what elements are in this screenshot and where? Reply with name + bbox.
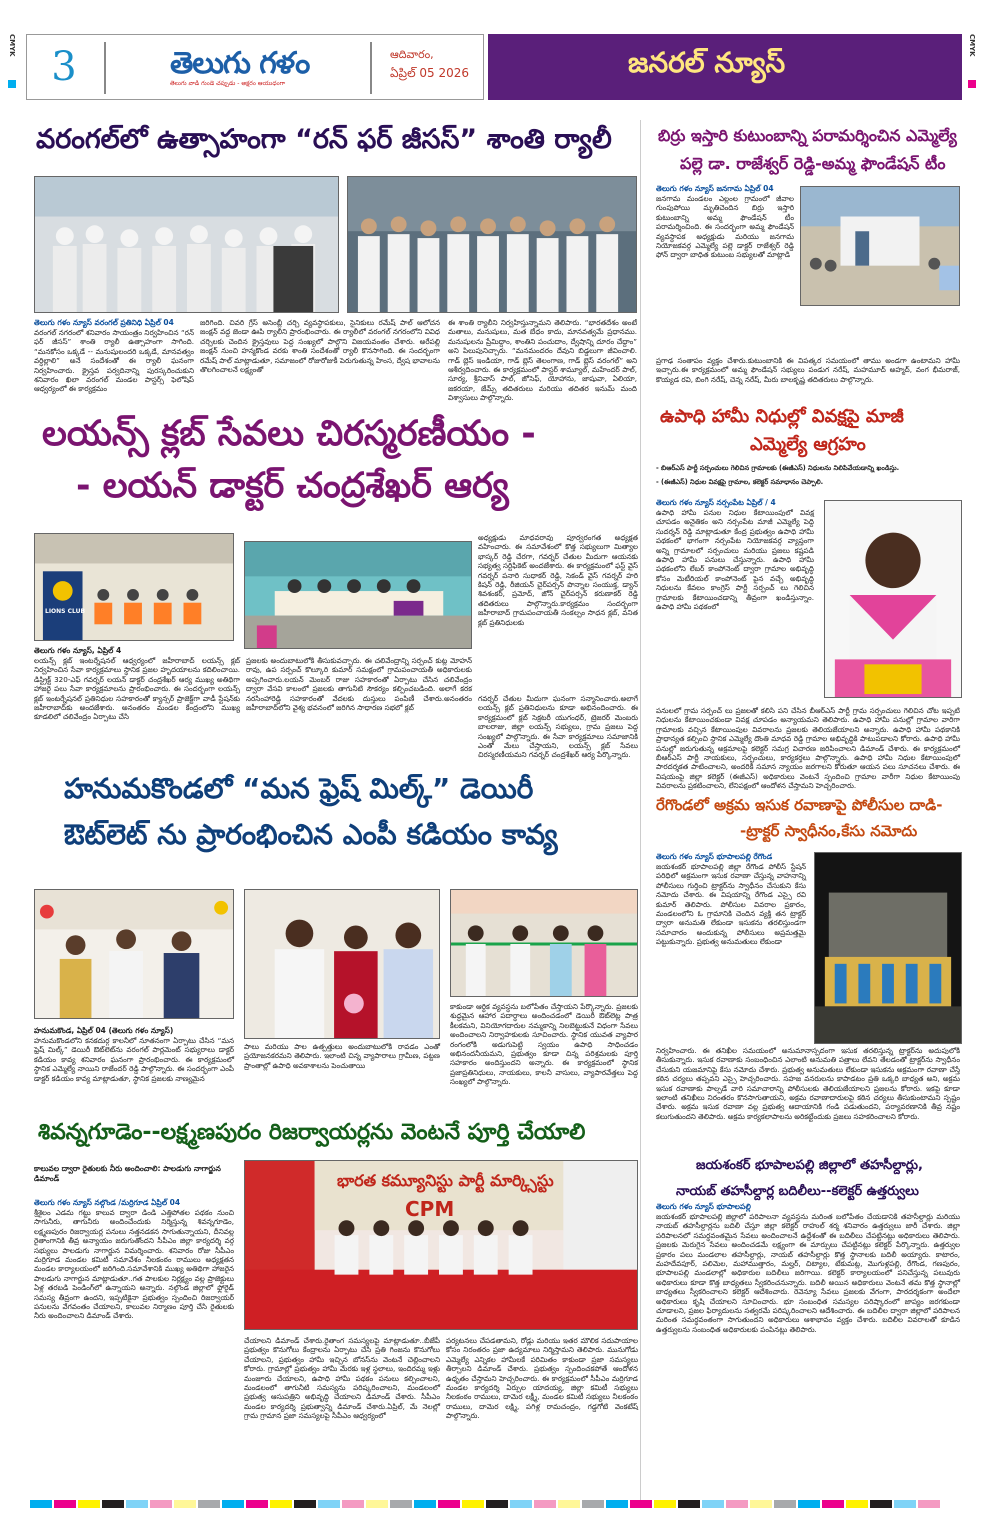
upadhi-dateline: తెలుగు గళం న్యూస్ నర్సంపేట ఏప్రిల్ / 4 bbox=[656, 498, 776, 507]
color-swatch bbox=[702, 1500, 724, 1508]
color-swatch bbox=[366, 1500, 388, 1508]
color-swatch bbox=[390, 1500, 412, 1508]
logo-text: తెలుగు గళం bbox=[170, 46, 310, 81]
color-swatch bbox=[630, 1500, 652, 1508]
color-swatch bbox=[510, 1500, 532, 1508]
milk-dateline: హనుమకొండ, ఏప్రిల్ 04 (తెలుగు గళం న్యూస్) bbox=[34, 1026, 174, 1035]
date-label: ఏప్రిల్ 05 2026 bbox=[390, 66, 470, 80]
color-swatch bbox=[222, 1500, 244, 1508]
rally-body-col2: జరిగింది. చివరి గ్రేస్ అసెంబ్లీ చర్చి వ్యవస్థాపకులు, సైనికులు రమేష్ పాల్ ఆలోచన జంక్షన్ వద్ద జెండా ఊపి ర్యాలీని ప్రారంభించారు. ఈ ర్యాలీలో వరంగల్ నగరంలోని వివిధ చర్చిలకు చెందిన క్రైస్తవులు పెద్ద సంఖ్యలో పాల్గొని విజయవంతం చేశారు. అరేపల్లి జంక్షన్ నుంచి హన్మకొండ వరకు శాంతి సందేశంతో ర్యాలీ కొనసాగింది. ఈ సందర్భంగా రమేష్ పాల్ మాట్లాడుతూ, సమాజంలో రోజురోజుకీ పెరుగుతున్న హింస, ద్వేష భావాలను తొలగించాలనే లక్ష్యంతో bbox=[200, 318, 440, 375]
milk-body-col3: కాకుండా ఆర్థిక వ్యవస్థను బలోపేతం చేస్తాయని పేర్కొన్నారు. ప్రజలకు శుద్ధమైన ఆహార పదార్థాలు అందించడంలో డెయిరీ ఔట్‌లెట్ల పాత్ర కీలకమని, వినియోగదారుల నమ్మకాన్ని నిలబెట్టుకునే విధంగా సేవలు అందించాలని నిర్వాహకులకు సూచించారు. స్థానిక యువత వ్యాపార రంగంలోకి అడుగుపెట్టి స్వయం ఉపాధి సాధించడం అభినందనీయమని, ప్రభుత్వం కూడా చిన్న పరిశ్రమలకు పూర్తి సహకారం అందిస్తుందని అన్నారు. ఈ కార్యక్రమంలో స్థానిక ప్రజాప్రతినిధులు, నాయకులు, కాలనీ వాసులు, వ్యాపారవేత్తలు పెద్ద సంఖ్యలో పాల్గొన్నారు. bbox=[450, 1002, 638, 1087]
color-swatch bbox=[246, 1500, 268, 1508]
color-swatch bbox=[846, 1500, 868, 1508]
divider bbox=[104, 42, 106, 94]
color-swatch bbox=[870, 1500, 892, 1508]
milk-body-col1: హనుమకొండలోని కనకదుర్గ కాలనీలో నూతనంగా ఏర్పాటు చేసిన “మన ఫ్రెష్ మిల్క్” డెయిరీ ఔట్‌లెట్‌ను వరంగల్ పార్లమెంట్ సభ్యురాలు డాక్టర్ కడియం కావ్య శనివారం ఘనంగా ప్రారంభించారు. ఈ కార్యక్రమంలో స్థానిక ఎమ్మెల్యే నాయిని రాజేందర్ రెడ్డి పాల్గొన్నారు. ఈ సందర్భంగా ఎంపీ డాక్టర్ కడియం కావ్య మాట్లాడుతూ, స్థానిక ప్రజలకు నాణ్యమైన bbox=[34, 1036, 234, 1083]
upadhi-bullet-2: - (ఈజీఎస్) నిధుల వివక్షపై గ్రామాల, కలెక్టర్ సమాధానం చెప్పాలి. bbox=[656, 478, 824, 486]
lions-body-col3a: అధ్యక్షుడు మాధవరావు పూర్వరంగత అధ్యక్షత వహించారు. ఈ సమావేశంలో కొత్త సభ్యులుగా మిత్యాల భాస్కర్ రెడ్డి చేరగా, గవర్నర్ చేతుల మీదుగా ఆయనకు సభ్యత్వ సర్టిఫికెట్ అందజేశారు. ఈ కార్యక్రమంలో ఫస్ట్ వైస్ గవర్నర్ పనారి సుధాకర్ రెడ్డి, సెకండ్ వైస్ గవర్నర్ హరి కిషన్ రెడ్డి, రీజియన్ చైర్‌పర్సన్ పొన్నాల సంయుక్త, డ్యాన్ శివశంకర్, ప్రమోద్, జోన్ చైర్‌పర్సన్ కరుణాకర్ రెడ్డి తదితరులు పాల్గొన్నారు.కార్యక్రమం సందర్భంగా జహీరాబాద్ గ్రామపంచాయతీ సంకల్పం సాధన క్లబ్, వనిత క్లబ్ ప్రతినిధులకు bbox=[478, 533, 638, 627]
lions-banner-text: LIONS CLUB bbox=[45, 608, 86, 615]
lions-body-col2: ప్రజలకు అందుబాటులోకి తీసుకువచ్చారు. ఈ చలివేంద్రాన్ని సర్పంచ్ కుట్ల మోహన్ రావు, ఉప సర్పంచ్ కొల్కూరి కుమార్ సమక్షంలో గ్రామపంచాయతీ అధికారులకు అప్పగించారు.లయన్ మెంబర్ రాజు సహకారంతో ఏర్పాటు చేసిన చలివేంద్రం ద్వారా వేసవి కాలంలో ప్రజలకు తాగునీటి సౌకర్యం కల్పించబడింది. అలాగే కరక నరసింహారెడ్డి సహకారంతో వేదలకు దుస్తులు పంపిణీ చేశారు.అనంతరం జహీరాబాద్‌లోని వైశ్య భవనంలో జరిగిన సాధారణ సభలో క్లబ్ bbox=[246, 656, 472, 713]
lions-body-col1: లయన్స్ క్లబ్ ఇంటర్నేషనల్ ఆధ్వర్యంలో జహీరాబాద్ లయన్స్ క్లబ్ నిర్వహించిన సేవా కార్యక్రమాలు స్థానిక ప్రజల హృదయాలను కదిలించాయి. డిస్ట్రిక్ట్ 320-ఎఫ్ గవర్నర్ లయన్ డాక్టర్ చంద్రశేఖర్ ఆర్య ముఖ్య అతిథిగా హాజరై పలు సేవా కార్యక్రమాలను ప్రారంభించారు. ఈ సందర్భంగా లయన్స్ క్లబ్ ఇంటర్నేషనల్ ప్రతినిధుల సహకారంతో క్యాన్సర్ ప్రాజెక్ట్‌గా వాడీ స్టేషన్‌కు జహీరాబాద్‌కు అందజేశారు. అనంతరం మండల కేంద్రంలోని ముఖ్య కూడలిలో చలివేంద్రం ఏర్పాటు చేసి bbox=[34, 656, 240, 722]
headline-rally: వరంగల్‌లో ఉత్సాహంగా “రన్ ఫర్ జీసస్” శాంతి ర్యాలీ bbox=[36, 124, 612, 155]
headline-milk-1: హనుమకొండలో “మన ఫ్రెష్ మిల్క్” డెయిరీ bbox=[64, 772, 534, 805]
color-swatch bbox=[150, 1500, 172, 1508]
color-swatch bbox=[750, 1500, 772, 1508]
headline-transfers-2: నాయబ్ తహసీల్దార్ల బదిలీలు--కలెక్టర్ ఉత్తర్వులు bbox=[676, 1184, 919, 1199]
regonda-dateline: తెలుగు గళం న్యూస్ భూపాలపల్లి రేగొండ bbox=[656, 852, 773, 861]
upadhi-body-full: పనులలో గ్రామ సర్పంచ్ లు ప్రజలతో కలిసి పని చేసిన బీఆర్ఎస్ పార్టీ గ్రామ సర్పంచులు గెలిచిన చోట ఇప్పటి నిధులను కేటాయించకుండా వివక్ష చూపడం అన్యాయమని తెలిపారు. ఉపాధి హామీ పనుల్లో గ్రామాల వారిగా గ్రామాలకు వచ్చిన కేటాయింపుల వివరాలను ప్రజలకు తెలియజేయాలని అన్నారు. ఉపాధి హామీ పథకానికి ప్రాధాన్యత కల్పించి స్థానిక ఎమ్మెల్యే దొంతి మాధవ రెడ్డి గ్రామాల అభివృద్ధికి పాటుపడాలని కోరారు. ఉపాధి హామీ పనుల్లో జరుగుతున్న అక్రమాలపై కలెక్టర్ సమగ్ర విచారణ జరిపించాలని డిమాండ్ చేశారు. ఈ కార్యక్రమంలో బీఆర్ఎస్ పార్టీ నాయకులు, సర్పంచులు, కార్యకర్తలు పాల్గొన్నారు. ఉపాధి హామీ నిధుల కేటాయింపులో పారదర్శకత పాటించాలని, అందరికీ సమాన న్యాయం జరగాలని కోరుతూ ఆయన పలు సూచనలు చేశారు. ఈ విషయంపై జిల్లా కలెక్టర్ (ఈజీఎస్) అధికారులు వెంటనే స్పందించి గ్రామాల వారీగా నిధుల కేటాయింపు వివరాలను ప్రకటించాలని, లేనిపక్షంలో ఆందోళన చేస్తామని హెచ్చరించారు. bbox=[656, 706, 960, 791]
lions-dateline: తెలుగు గళం న్యూస్, ఏప్రిల్ 4 bbox=[34, 646, 122, 655]
cpm-banner-text: భారత కమ్యూనిస్టు పార్టీ మార్క్సిస్టు bbox=[337, 1171, 554, 1190]
section-title: జనరల్ న్యూస్ bbox=[628, 46, 786, 79]
color-swatch bbox=[198, 1500, 220, 1508]
headline-upadhi-1: ఉపాధి హామీ నిధుల్లో వివక్షపై మాజీ bbox=[660, 406, 904, 427]
color-swatch bbox=[654, 1500, 676, 1508]
birru-body-full: ప్రగాఢ సంతాపం వ్యక్తం చేశారు.కుటుంబానికి ఈ విపత్కర సమయంలో తాము అండగా ఉంటామని హామీ ఇచ్చారు.ఈ కార్యక్రమంలో అమ్మ ఫౌండేషన్ సభ్యులు పండుగ నరేష్, మహమూద్ అహ్మద్, వంగ భీమరాజ్, కొయ్యడ రవి, బింగి నరేష్, చెన్న నరేష్, మీరు బాలకృష్ణ తదితరులు పాల్గొన్నారు. bbox=[656, 356, 960, 384]
color-swatch bbox=[414, 1500, 436, 1508]
column-rule bbox=[640, 120, 641, 1500]
headline-upadhi-2: ఎమ్మెల్యే ఆగ్రహం bbox=[750, 434, 866, 455]
logo-tagline: తెలుగు వాడి గుండె చప్పుడు - అక్షరం ఆయుధంగా bbox=[170, 80, 286, 87]
color-swatch bbox=[126, 1500, 148, 1508]
milk-photo-2 bbox=[244, 889, 440, 1039]
cmyk-mark-right: CMYK bbox=[968, 34, 976, 57]
cpm-subhead: కాలువల ద్వారా రైతులకు నీరు అందించాలి: పాలడుగు నాగార్జున డిమాండ్ bbox=[34, 1164, 221, 1183]
cpm-body-col1: శ్రీశైలం ఎడమ గట్టు కాలువ ద్వారా డిండి ఎత్తిపోతల పథకం నుంచి సాగునీరు, తాగునీరు అందించేందుకు నిర్మిస్తున్న శివన్నగూడెం, లక్ష్మణపురం రిజర్వాయర్ల పనులు నత్తనడకన సాగుతున్నాయని, దీనివల్ల రైతాంగానికి తీవ్ర అన్యాయం జరుగుతోందని సీపీఎం జిల్లా కార్యదర్శి వర్గ సభ్యులు పాలడుగు నాగార్జున విమర్శించారు. శనివారం రోజు సీపీఎం మర్రిగూడ మండల కమిటీ సమావేశం నీలకంఠం రాములు అధ్యక్షతన మండల కార్యాలయంలో జరిగింది.సమావేశానికి ముఖ్య అతిథిగా హాజరైన పాలడుగు నాగార్జున మాట్లాడుతూ..గత పాలకుల నిర్లక్ష్యం వల్ల ప్రాజెక్టులు ఏళ్ల తరబడి పెండింగ్‌లో ఉన్నాయని అన్నారు. నల్గొండ జిల్లాలో ఫ్లోరైడ్ సమస్య తీవ్రంగా ఉందని, ఇప్పటికైనా ప్రభుత్వం స్పందించి రిజర్వాయర్ పనులను వేగవంతం చేయాలని, కాలువల నిర్మాణం పూర్తి చేసి రైతులకు నీరు అందించాలని డిమాండ్ చేశారు. bbox=[34, 1208, 234, 1321]
lions-photo-2 bbox=[244, 541, 472, 649]
birru-photo bbox=[800, 186, 960, 306]
rally-body-col1: వరంగల్ నగరంలో శనివారం సాయంత్రం నిర్వహించిన “రన్ ఫర్ జీసస్” శాంతి ర్యాలీ ఉత్సాహంగా సాగింది. “మనకోసం ఒక్కడే -- మనుషులందరి ఒక్కడే, మానవత్వం వర్ధిల్లాలి” అనే సందేశంతో ఈ ర్యాలీ ఘనంగా నిర్వహించారు. క్రైస్తవ పర్వదినాన్ని పురస్కరించుకుని శనివారం ఖిలా వరంగల్ మండల పాస్టర్స్ ఫెలోషిప్ ఆధ్వర్యంలో ఈ కార్యక్రమం bbox=[34, 328, 194, 394]
color-swatch bbox=[342, 1500, 364, 1508]
regonda-body-full: నిర్వహించారు. ఈ తనిఖీల సమయంలో అనుమానాస్పదంగా ఇసుక తరలిస్తున్న ట్రాక్టర్‌ను అదుపులోకి తీసుకున్నారు. ఇసుక రవాణాకు సంబంధించిన ఎలాంటి అనుమతి పత్రాలు లేవని తేలడంతో ట్రాక్టర్‌ను స్వాధీనం చేసుకుని యజమానిపై కేసు నమోదు చేశారు. ప్రభుత్వ అనుమతులు లేకుండా ఇసుకను అక్రమంగా రవాణా చేస్తే కఠిన చర్యలు తప్పవని ఎస్సై హెచ్చరించారు. సహజ వనరులను కాపాడటం ప్రతి ఒక్కరి బాధ్యత అని, అక్రమ ఇసుక రవాణాకు పాల్పడే వారి సమాచారాన్ని పోలీసులకు తెలియజేయాలని ప్రజలను కోరారు. ఇకపై కూడా ఇలాంటి తనిఖీలు నిరంతరం కొనసాగుతాయని, అక్రమ రవాణాదారులపై కఠిన చర్యలు తీసుకుంటామని స్పష్టం చేశారు. అక్రమ ఇసుక రవాణా వల్ల ప్రభుత్వ ఆదాయానికి గండి పడుతుందని, పర్యావరణానికి తీవ్ర నష్టం కలుగుతుందని తెలిపారు. అక్రమ కార్యకలాపాలను అరికట్టేందుకు ప్రజలు సహకరించాలని కోరారు. bbox=[656, 1046, 960, 1121]
color-swatch bbox=[774, 1500, 796, 1508]
upadhi-bullet-1: - బిఆర్ఎస్ పార్టీ సర్పంచులు గెలిచిన గ్రామాలకు (ఈజీఎస్) నిధులను నిలిపివేయడాన్ని ఖండిస్తు. bbox=[656, 464, 900, 472]
rally-dateline: తెలుగు గళం న్యూస్ వరంగల్ ప్రతినిధి ఏప్రిల్ 04 bbox=[34, 318, 174, 327]
color-swatch bbox=[678, 1500, 700, 1508]
color-swatch bbox=[174, 1500, 196, 1508]
birru-body-col1: జనగామ మండలం ఎల్లంల గ్రామంలో జీవాల గుంపుపోయి మృతిచెందిన బిర్రు ఇస్తారి కుటుంబాన్ని అమ్మ ఫౌండేషన్ టీం పరామర్శించింది. ఈ సందర్భంగా అమ్మ ఫౌండేషన్ వ్యవస్థాపక అధ్యక్షుడు మరియు జనగామ నియోజకవర్గ ఎమ్మెల్యే పల్లె డాక్టర్ రాజేశ్వర్ రెడ్డి ఫోన్ ద్వారా బాధిత కుటుంబ సభ్యులతో మాట్లాడి bbox=[656, 194, 794, 260]
headline-birru-2: పల్లె డా. రాజేశ్వర్ రెడ్డి-అమ్మ ఫౌండేషన్ టీం bbox=[680, 154, 946, 173]
headline-milk-2: ఔట్‌లెట్ ను ప్రారంభించిన ఎంపీ కడియం కావ్య bbox=[64, 818, 558, 851]
rally-photo-1 bbox=[34, 176, 339, 313]
color-swatch bbox=[486, 1500, 508, 1508]
section-banner bbox=[488, 34, 962, 100]
color-swatch bbox=[102, 1500, 124, 1508]
cpm-body-col3: పర్యటనలు చేపడతామని, రోడ్లు మరియు ఇతర మౌలిక సదుపాయాల కోసం నిరంతరం ప్రజా ఉద్యమాలు నిర్మిస్తామని తెలిపారు. మునుగోడు ఎమ్మెల్యే ఎన్నికల హామీలకే పరిమితం కాకుండా ప్రజా సమస్యలు తీర్చాలని డిమాండ్ చేశారు. ప్రభుత్వం స్పందించకపోతే ఆందోళన ఉధృతం చేస్తామని హెచ్చరించారు. ఈ కార్యక్రమంలో సీపీఎం మర్రిగూడ మండల కార్యదర్శి ఏర్పుల యాదయ్య, జిల్లా కమిటీ సభ్యులు నీలకంఠం రాములు, దామెర లక్ష్మీ, మండల కమిటీ సభ్యులు నీలకంఠం రాములు, దామెర లక్ష్మి, పగిళ్ల రామచంద్రం, గడ్డగోటి వెంకటేష్ పాల్గొన్నారు. bbox=[446, 1336, 638, 1421]
color-swatch bbox=[270, 1500, 292, 1508]
regonda-photo bbox=[814, 852, 962, 1044]
logo bbox=[170, 48, 350, 90]
cmyk-mark-left: CMYK bbox=[8, 34, 16, 57]
headline-regonda-1: రేగొండలో అక్రమ ఇసుక రవాణాపై పోలీసుల దాడి- bbox=[656, 796, 943, 814]
cpm-banner-abbr: CPM bbox=[405, 1197, 455, 1221]
headline-birru-1: బిర్రు ఇస్తారి కుటుంబాన్ని పరామర్శించిన ఎమ్మెల్యే bbox=[658, 126, 957, 145]
birru-dateline: తెలుగు గళం న్యూస్ జనగామ ఏప్రిల్ 04 bbox=[656, 184, 774, 193]
headline-transfers-1: జయశంకర్ భూపాలపల్లి జిల్లాలో తహసీల్దార్లు, bbox=[696, 1158, 923, 1173]
day-label: ఆదివారం, bbox=[390, 48, 434, 61]
color-swatch bbox=[894, 1500, 916, 1508]
milk-body-col2: పాలు మరియు పాల ఉత్పత్తులు అందుబాటులోకి రావడం ఎంతో ప్రయోజనకరమని తెలిపారు. ఇలాంటి చిన్న వ్యాపారాలు గ్రామీణ, పట్టణ ప్రాంతాల్లో ఉపాధి అవకాశాలను పెంచుతాయి bbox=[244, 1042, 440, 1070]
color-swatch bbox=[462, 1500, 484, 1508]
headline-regonda-2: -ట్రాక్టర్ స్వాధీనం,కేసు నమోదు bbox=[740, 822, 918, 840]
headline-lions-1: లయన్స్ క్లబ్ సేవలు చిరస్మరణీయం - bbox=[42, 414, 536, 454]
color-swatch bbox=[294, 1500, 316, 1508]
cpm-body-col2: చేయాలని డిమాండ్ చేశారు.రైతాంగ సమస్యలపై మాట్లాడుతూ..బీజేపీ ప్రభుత్వం కొనుగోలు కేంద్రాలను ఏర్పాటు చేసి ప్రతి గింజను కొనుగోలు చేయాలని, ప్రభుత్వం హామీ ఇచ్చిన బోనస్‌ను వెంటనే చెల్లించాలని కోరారు. గ్రామాల్లో ప్రభుత్వం హామీ మేరకు ఇళ్ల స్థలాలు, ఇందిరమ్మ ఇళ్లు మంజూరు చేయాలని, ఉపాధి హామీ పథకం పనులు కల్పించాలని, మండలంలో తాగునీటి సమస్యను పరిష్కరించాలని, మండలంలో ప్రభుత్వ ఆసుపత్రిని అభివృద్ధి చేయాలని డిమాండ్ చేశారు. సీపీఎం మండల కార్యదర్శి ప్రభుత్వాన్ని డిమాండ్ చేశారు.ఏప్రిల్, మే నెలల్లో గ్రామ గ్రామాన ప్రజా సమస్యలపై సీపీఎం ఆధ్వర్యంలో bbox=[244, 1336, 440, 1421]
color-swatch bbox=[582, 1500, 604, 1508]
rally-body-col3: ఈ శాంతి ర్యాలీని నిర్వహిస్తున్నామని తెలిపారు. “భారతదేశం అంటే మతాలు, మనుషులు, మత బేధం కాదు, మానవత్వమే ప్రధానము. మనుషులను ప్రేమిద్దాం, శాంతిని పంచుదాం, ద్వేషాన్ని దూరం చేద్దాం” అని పిలుపునిచ్చారు. “మనమందరం దేవుని బిడ్డలుగా జీవించాలి. గాడ్ బ్లెస్ ఇండియా, గాడ్ బ్లెస్ తెలంగాణ, గాడ్ బ్లెస్ వరంగల్” అని ఆశీర్వదించారు. ఈ కార్యక్రమంలో పాస్టర్ శామ్యూల్, మహేందర్ పాల్, సూర్య, శ్రీనివాస్ పాల్, జోసెఫ్, యోహాను, జాషువా, ఏలియా, జకరయా, జేమ్స్ తదితరులు మరియు తదితర ఇనుమ్ మంది విశ్వాసులు పాల్గొన్నారు. bbox=[448, 318, 637, 403]
color-swatch bbox=[534, 1500, 556, 1508]
color-swatch bbox=[54, 1500, 76, 1508]
lions-body-col3b: గవర్నర్ చేతుల మీదుగా ఘనంగా సన్మానించారు.అలాగే లయన్స్ క్లబ్ ప్రతినిధులను కూడా అభినందించారు. ఈ కార్యక్రమంలో క్లబ్ సెక్రటరీ యుగంధర్, ట్రెజరర్ మెంబరు బాలరాజు, జిల్లా లయన్స్ సభ్యులు, గ్రామ ప్రజలు పెద్ద సంఖ్యలో పాల్గొన్నారు. ఈ సేవా కార్యక్రమాలు సమాజానికి ఎంతో మేలు చేస్తాయని, లయన్స్ క్లబ్ సేవలు చిరస్మరణీయమని గవర్నర్ చంద్రశేఖర్ ఆర్య పేర్కొన్నారు. bbox=[478, 694, 638, 760]
lions-photo-1 bbox=[34, 533, 234, 641]
color-swatch bbox=[318, 1500, 340, 1508]
headline-lions-2: - లయన్ డాక్టర్ చంద్రశేఖర్ ఆర్య bbox=[76, 466, 509, 506]
transfers-body: జయశంకర్ భూపాలపల్లి జిల్లాలో పరిపాలనా వ్యవస్థను మరింత బలోపేతం చేయడానికి తహసీల్దార్లు మరియు నాయబ్ తహసీల్దార్లను బదిలీ చేస్తూ జిల్లా కలెక్టర్ రాహుల్ శర్మ శనివారం ఉత్తర్వులు జారీ చేశారు. జిల్లా పరిపాలనలో సమర్థవంతమైన సేవలు అందించాలనే ఉద్దేశంతో ఈ బదిలీలు చేపట్టినట్లు అధికారులు తెలిపారు. ప్రజలకు మెరుగైన సేవలు అందించడమే లక్ష్యంగా ఈ మార్పులు చేపట్టినట్లు కలెక్టర్ పేర్కొన్నారు. ఉత్తర్వుల ప్రకారం పలు మండలాల తహసీల్దార్లు, నాయబ్ తహసీల్దార్లు కొత్త స్థానాలకు బదిలీ అయ్యారు. కాటారం, మహదేవపూర్, పలిమెల, మహాముత్తారం, మల్హర్, చిట్యాల, టేకుమట్ల, మొగుళ్లపల్లి, రేగొండ, గణపురం, భూపాలపల్లి మండలాల్లో అధికారుల బదిలీలు జరిగాయి. కలెక్టర్ కార్యాలయంలో పనిచేస్తున్న పలువురు అధికారులు కూడా కొత్త బాధ్యతలు స్వీకరించనున్నారు. బదిలీ అయిన అధికారులు వెంటనే తమ కొత్త స్థానాల్లో బాధ్యతలు స్వీకరించాలని కలెక్టర్ ఆదేశించారు. రెవెన్యూ సేవలు ప్రజలకు వేగంగా, పారదర్శకంగా అందేలా అధికారులు కృషి చేయాలని సూచించారు. భూ సంబంధిత సమస్యల పరిష్కారంలో జాప్యం జరగకుండా చూడాలని, ప్రజల ఫిర్యాదులను సత్వరమే పరిష్కరించాలని ఆదేశించారు. ఈ బదిలీల ద్వారా జిల్లాలో పరిపాలన మరింత సమర్థవంతంగా సాగుతుందని అధికారులు ఆశాభావం వ్యక్తం చేశారు. బదిలీల వివరాలతో కూడిన ఉత్తర్వులను సంబంధిత అధికారులకు పంపినట్లు తెలిపారు. bbox=[656, 1212, 960, 1334]
color-swatch bbox=[8, 80, 16, 88]
milk-photo-1 bbox=[34, 889, 234, 1019]
color-swatch bbox=[30, 1500, 52, 1508]
cpm-photo bbox=[244, 1160, 638, 1330]
upadhi-photo bbox=[824, 500, 962, 698]
divider bbox=[370, 42, 372, 94]
cpm-dateline: తెలుగు గళం న్యూస్ నల్గొండ /మర్రిగూడ ఏప్రిల్ 04 bbox=[34, 1198, 181, 1207]
color-swatch bbox=[78, 1500, 100, 1508]
headline-cpm: శివన్నగూడెం--లక్ష్మణపురం రిజర్వాయర్లను వెంటనే పూర్తి చేయాలి bbox=[38, 1120, 586, 1145]
color-swatch bbox=[558, 1500, 580, 1508]
rally-photo-2 bbox=[347, 176, 637, 313]
upadhi-body-col1: ఉపాధి హామీ పనుల నిధుల కేటాయింపులో వివక్ష చూపడం అనైతికం అని నర్సంపేట మాజీ ఎమ్మెల్యే పెద్ది సుదర్శన్ రెడ్డి మాట్లాడుతూ కేంద్ర ప్రభుత్వం ఉపాధి హామీ పథకంలో భాగంగా నర్సంపేట నియోజకవర్గ వ్యాప్తంగా అన్ని గ్రామాలలో సర్పంచులు మరియు ప్రజలు కష్టపడి ఉపాధి హామీ పనులు చేస్తున్నారు. ఉపాధి హామీ పథకంలోని లేబర్ కాంపోనెంట్ ద్వారా గ్రామాల అభివృద్ధి కోసం మెటీరియల్ కాంపోనెంట్ పైన వచ్చే అభివృద్ధి నిధులను కేవలం కాంగ్రెస్ పార్టీ సర్పంచ్ లు గెలిచిన గ్రామాలకు కేటాయించడాన్ని తీవ్రంగా ఖండిస్తున్నాం. ఉపాధి హామీ పథకంలో bbox=[656, 508, 814, 612]
color-swatch bbox=[968, 80, 976, 88]
color-swatch bbox=[606, 1500, 628, 1508]
color-swatch bbox=[726, 1500, 748, 1508]
color-swatch bbox=[822, 1500, 844, 1508]
color-swatch bbox=[918, 1500, 940, 1508]
milk-photo-3 bbox=[450, 889, 638, 997]
regonda-body-col1: జయశంకర్ భూపాలపల్లి జిల్లా రేగొండ పోలీస్ స్టేషన్ పరిధిలో అక్రమంగా ఇసుక రవాణా చేస్తున్న వాహనాన్ని పోలీసులు గుర్తించి ట్రాక్టర్‌ను స్వాధీనం చేసుకుని కేసు నమోదు చేశారు. ఈ విషయాన్ని రేగొండ ఎస్సై రవి కుమార్ తెలిపారు. పోలీసుల వివరాల ప్రకారం, మండలంలోని ఓ గ్రామానికి చెందిన వ్యక్తి తన ట్రాక్టర్ ద్వారా అనుమతి లేకుండా ఇసుకను తరలిస్తుండగా సమాచారం అందుకున్న పోలీసులు అప్రమత్తమై పట్టుకున్నారు. ప్రభుత్వ అనుమతులు లేకుండా bbox=[656, 862, 806, 947]
color-swatch bbox=[438, 1500, 460, 1508]
color-swatch bbox=[798, 1500, 820, 1508]
page-number: 3 bbox=[51, 44, 77, 90]
transfers-dateline: తెలుగు గళం న్యూస్ భూపాలపల్లి bbox=[656, 1202, 751, 1211]
